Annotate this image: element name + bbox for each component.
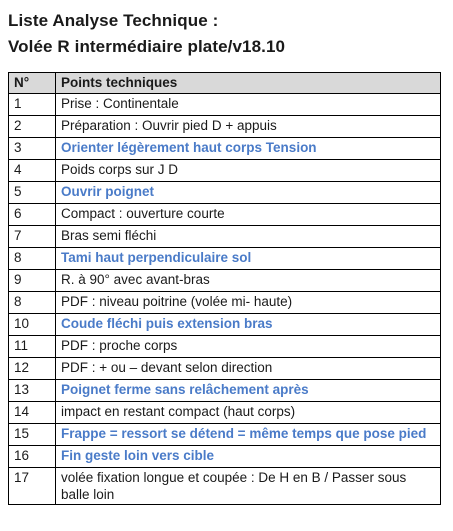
table-row <box>9 226 441 248</box>
row-number: 15 <box>9 424 56 446</box>
table-row <box>9 292 441 314</box>
row-point-emphasized: Fin geste loin vers cible <box>56 446 441 468</box>
technical-points-table <box>8 72 441 505</box>
row-point-emphasized: Ouvrir poignet <box>56 182 441 204</box>
row-number: 12 <box>9 358 56 380</box>
row-point-emphasized: Tami haut perpendiculaire sol <box>56 248 441 270</box>
row-point-emphasized: Coude fléchi puis extension bras <box>56 314 441 336</box>
table-row <box>9 182 441 204</box>
row-point: PDF : niveau poitrine (volée mi- haute) <box>56 292 441 314</box>
row-number: 17 <box>9 468 56 505</box>
table-row <box>9 402 441 424</box>
row-number: 7 <box>9 226 56 248</box>
title-line-2: Volée R intermédiaire plate/v18.10 <box>8 37 286 56</box>
table-row <box>9 94 441 116</box>
row-point-emphasized: Poignet ferme sans relâchement après <box>56 380 441 402</box>
row-number: 11 <box>9 336 56 358</box>
table-row <box>9 160 441 182</box>
table-row <box>9 336 441 358</box>
row-number: 6 <box>9 204 56 226</box>
title-line-1: Liste Analyse Technique : <box>8 11 219 30</box>
row-number: 8 <box>9 248 56 270</box>
table-row <box>9 116 441 138</box>
table-row <box>9 204 441 226</box>
table-row <box>9 446 441 468</box>
table-row <box>9 380 441 402</box>
header-number: N° <box>9 73 56 94</box>
header-points: Points techniques <box>56 73 441 94</box>
row-point: Prise : Continentale <box>56 94 441 116</box>
row-point-emphasized: Orienter légèrement haut corps Tension <box>56 138 441 160</box>
table-header <box>9 73 441 94</box>
table-row <box>9 248 441 270</box>
row-number: 16 <box>9 446 56 468</box>
row-number: 10 <box>9 314 56 336</box>
row-number: 8 <box>9 292 56 314</box>
row-number: 3 <box>9 138 56 160</box>
row-number: 13 <box>9 380 56 402</box>
row-number: 4 <box>9 160 56 182</box>
row-point: impact en restant compact (haut corps) <box>56 402 441 424</box>
table-body <box>9 94 441 505</box>
row-number: 1 <box>9 94 56 116</box>
row-point-emphasized: Frappe = ressort se détend = même temps que pose pied <box>56 424 441 446</box>
row-point: volée fixation longue et coupée : De H en B / Passer sous balle loin <box>56 468 441 505</box>
table-row <box>9 270 441 292</box>
row-point: PDF : + ou – devant selon direction <box>56 358 441 380</box>
row-number: 9 <box>9 270 56 292</box>
row-point: PDF : proche corps <box>56 336 441 358</box>
row-point: Compact : ouverture courte <box>56 204 441 226</box>
header-row <box>9 73 441 94</box>
table-row <box>9 358 441 380</box>
row-number: 5 <box>9 182 56 204</box>
row-point: Préparation : Ouvrir pied D + appuis <box>56 116 441 138</box>
document-title <box>8 8 445 60</box>
table-row <box>9 468 441 505</box>
row-number: 2 <box>9 116 56 138</box>
row-point: R. à 90° avec avant-bras <box>56 270 441 292</box>
table-row <box>9 314 441 336</box>
table-row <box>9 138 441 160</box>
row-point: Poids corps sur J D <box>56 160 441 182</box>
row-point: Bras semi fléchi <box>56 226 441 248</box>
table-row <box>9 424 441 446</box>
row-number: 14 <box>9 402 56 424</box>
